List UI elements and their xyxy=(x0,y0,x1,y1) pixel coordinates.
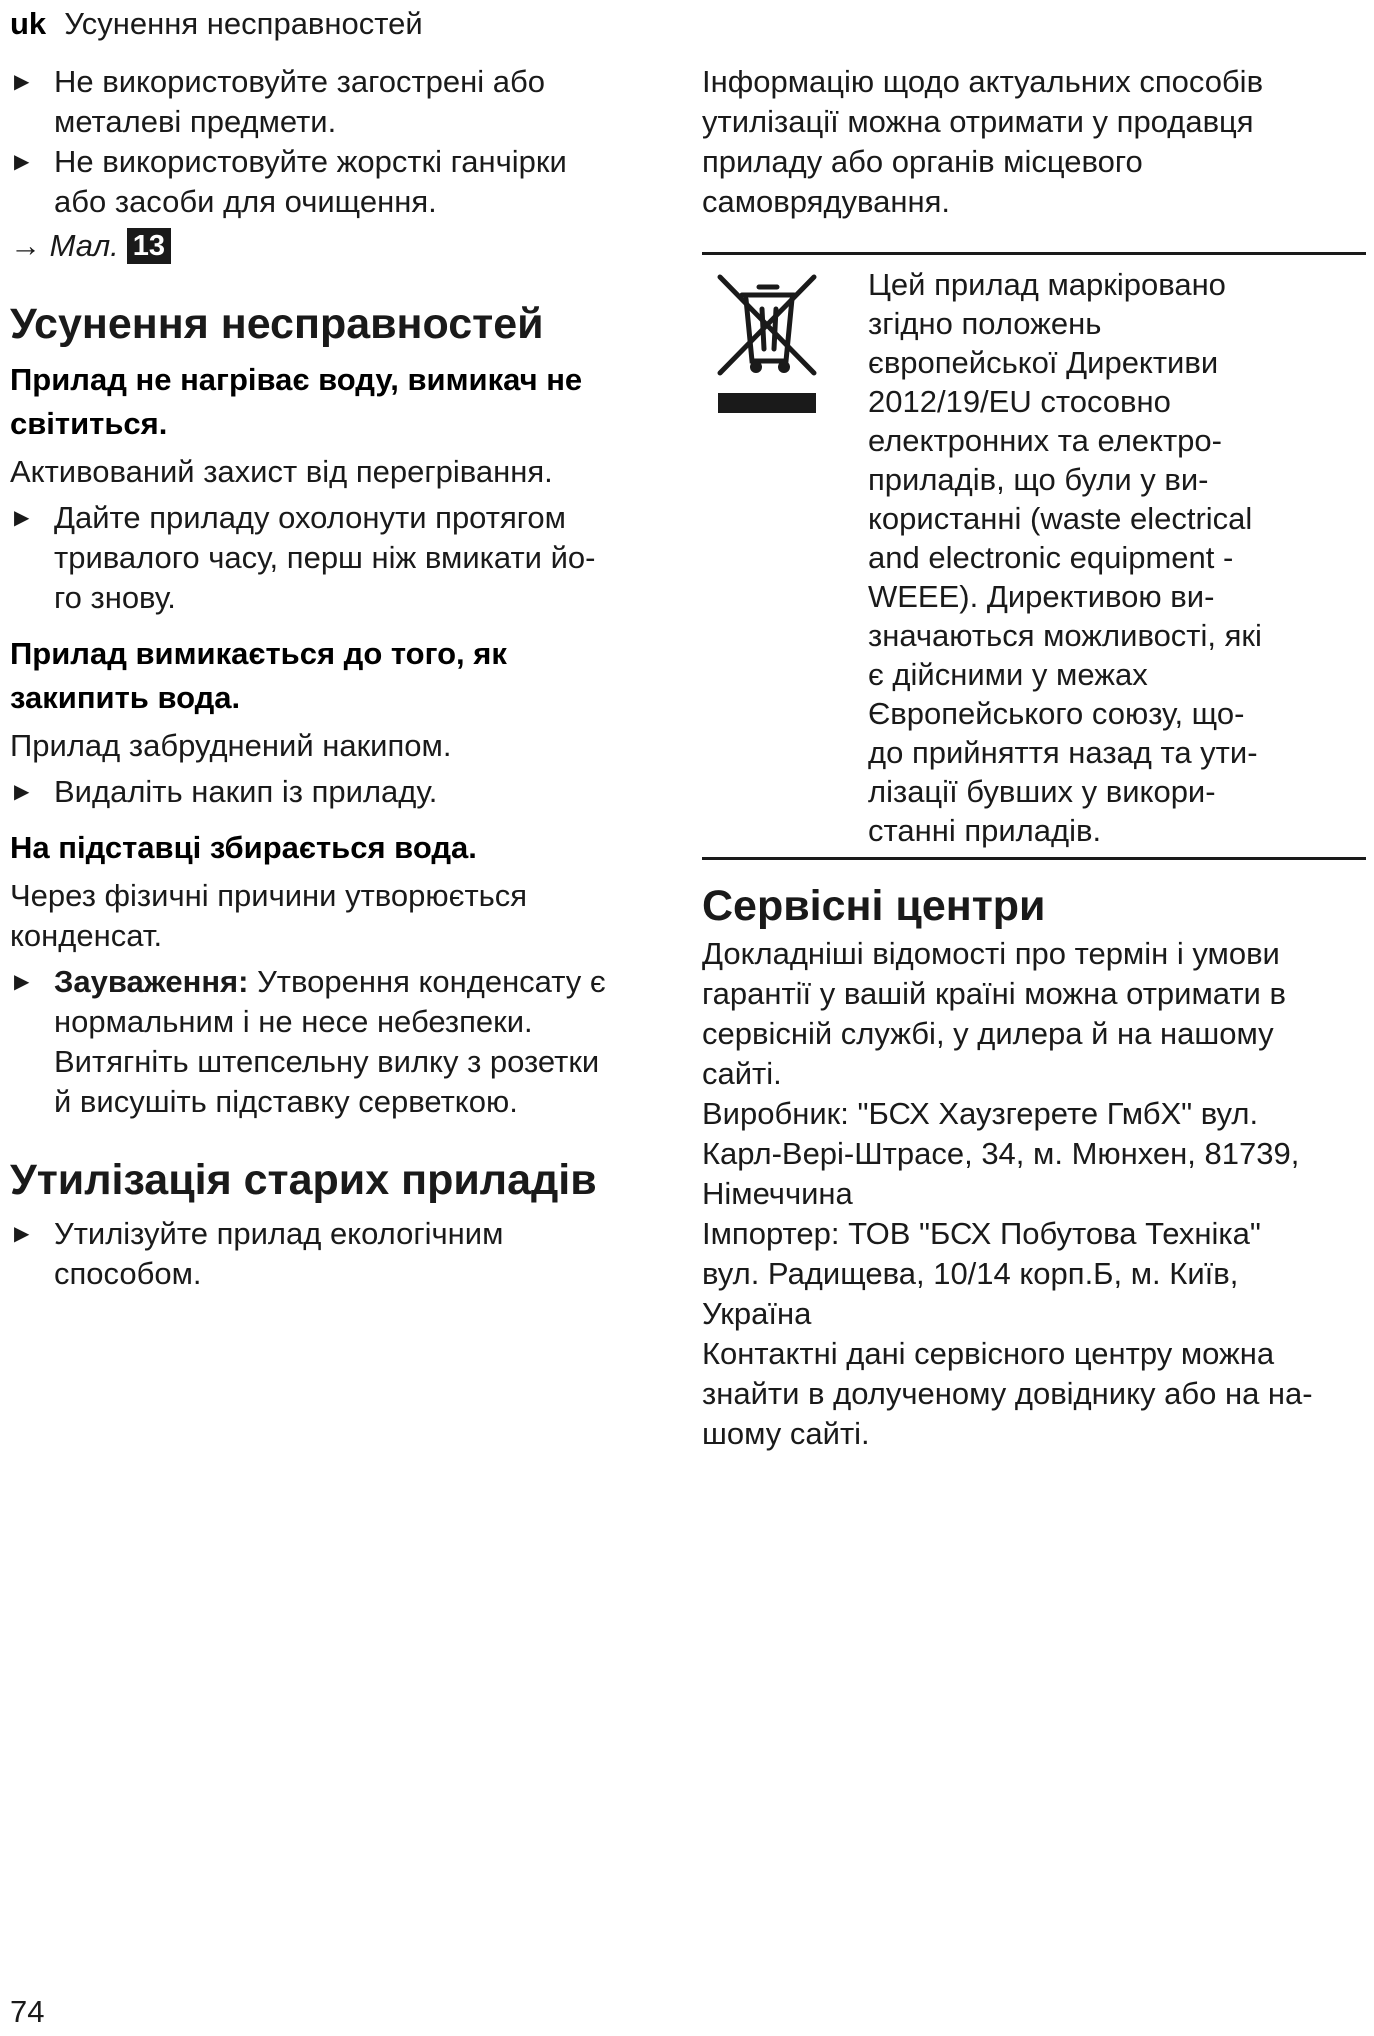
left-column xyxy=(10,62,670,1294)
text-line: Інформацію щодо актуальних способів xyxy=(702,64,1264,99)
text-line: Утворення конденсату є xyxy=(257,964,606,999)
text-line: Німеччина xyxy=(702,1176,853,1211)
text-line: тривалого часу, перш ніж вмикати йо- xyxy=(54,540,596,575)
text-line: гарантії у вашій країні можна отримати в xyxy=(702,976,1286,1011)
figure-reference xyxy=(10,226,670,266)
problem-3-title: На підставці збирається вода. xyxy=(10,830,477,865)
text-line: значаються можливості, які xyxy=(868,618,1262,653)
text-line: Європейського союзу, що- xyxy=(868,696,1245,731)
problem-1-action xyxy=(10,498,670,618)
text-line: приладів, що були у ви- xyxy=(868,462,1209,497)
text-line: європейської Директиви xyxy=(868,345,1219,380)
problem-2-action xyxy=(10,772,670,812)
weee-notice-box xyxy=(702,252,1366,860)
service-info xyxy=(702,934,1366,1454)
disposal-heading: Утилізація старих приладів xyxy=(10,1156,597,1204)
text-line: WEEE). Директивою ви- xyxy=(868,579,1215,614)
text-line: світиться. xyxy=(10,406,168,441)
bullet-icon: ▶ xyxy=(14,71,30,93)
text-line: Не використовуйте жорсткі ганчірки xyxy=(54,144,567,179)
text-line: лізації бувших у викори- xyxy=(868,774,1216,809)
text-line: й висушіть підставку серветкою. xyxy=(54,1084,518,1119)
text-line: Через фізичні причини утворюється xyxy=(10,878,528,913)
text-line: Витягніть штепсельну вилку з розетки xyxy=(54,1044,600,1079)
note-label: Зауваження: xyxy=(54,964,249,999)
arrow-right-icon: → xyxy=(10,228,41,263)
text-line: до прийняття назад та ути- xyxy=(868,735,1258,770)
bullet-icon: ▶ xyxy=(14,971,30,993)
text-line: Докладніші відомості про термін і умови xyxy=(702,936,1280,971)
problem-1-cause: Активований захист від перегрівання. xyxy=(10,454,553,489)
text-line: згідно положень xyxy=(868,306,1102,341)
cleaning-instruction-1 xyxy=(10,62,670,142)
figure-number-badge: 13 xyxy=(127,228,171,264)
text-line: Контактні дані сервісного центру можна xyxy=(702,1336,1275,1371)
problem-2-title xyxy=(10,632,670,720)
running-header xyxy=(10,4,423,44)
text-line: го знову. xyxy=(54,580,176,615)
disposal-info xyxy=(702,62,1366,222)
cleaning-instruction-2 xyxy=(10,142,670,222)
text-line: and electronic equipment - xyxy=(868,540,1234,575)
page-number: 74 xyxy=(10,1994,45,2029)
text-line: Дайте приладу охолонути протягом xyxy=(54,500,566,535)
problem-3-cause xyxy=(10,876,670,956)
text-line: знайти в долученому довіднику або на на- xyxy=(702,1376,1313,1411)
text-line: Карл-Вері-Штрасе, 34, м. Мюнхен, 81739, xyxy=(702,1136,1300,1171)
bullet-icon: ▶ xyxy=(14,781,30,803)
text-line: Імпортер: ТОВ "БСХ Побутова Техніка" xyxy=(702,1216,1261,1251)
crossed-out-wheelie-bin-icon xyxy=(712,269,822,431)
text-line: Не використовуйте загострені або xyxy=(54,64,545,99)
troubleshooting-heading: Усунення несправностей xyxy=(10,300,544,348)
problem-2-cause: Прилад забруднений накипом. xyxy=(10,728,452,763)
bullet-icon: ▶ xyxy=(14,1223,30,1245)
problem-3-note xyxy=(10,962,670,1122)
text-line: способом. xyxy=(54,1256,202,1291)
bullet-icon: ▶ xyxy=(14,151,30,173)
text-line: сервісній службі, у дилера й на нашому xyxy=(702,1016,1274,1051)
text-line: Видаліть накип із приладу. xyxy=(54,774,438,809)
text-line: самоврядування. xyxy=(702,184,951,219)
problem-1-title xyxy=(10,358,670,446)
text-line: нормальним і не несе небезпеки. xyxy=(54,1004,533,1039)
header-section-title: Усунення несправностей xyxy=(64,6,423,41)
text-line: є дійсними у межах xyxy=(868,657,1148,692)
text-line: станні приладів. xyxy=(868,813,1102,848)
text-line: Україна xyxy=(702,1296,812,1331)
service-centers-heading: Сервісні центри xyxy=(702,882,1046,930)
language-code: uk xyxy=(10,6,47,41)
text-line: Прилад не нагріває воду, вимикач не xyxy=(10,362,583,397)
text-line: сайті. xyxy=(702,1056,782,1091)
text-line: або засоби для очищення. xyxy=(54,184,437,219)
note-first-line xyxy=(54,962,670,1002)
text-line: приладу або органів місцевого xyxy=(702,144,1143,179)
text-line: закипить вода. xyxy=(10,680,241,715)
text-line: металеві предмети. xyxy=(54,104,337,139)
text-line: шому сайті. xyxy=(702,1416,870,1451)
bullet-icon: ▶ xyxy=(14,507,30,529)
text-line: Цей прилад маркіровано xyxy=(868,267,1226,302)
figure-ref-label: Мал. xyxy=(49,228,119,263)
text-line: вул. Радищева, 10/14 корп.Б, м. Київ, xyxy=(702,1256,1239,1291)
text-line: Утилізуйте прилад екологічним xyxy=(54,1216,504,1251)
weee-notice-text xyxy=(868,265,1366,850)
text-line: користанні (waste electrical xyxy=(868,501,1253,536)
text-line: Прилад вимикається до того, як xyxy=(10,636,507,671)
text-line: 2012/19/EU стосовно xyxy=(868,384,1171,419)
text-line: Виробник: "БСХ Хаузгерете ГмбХ" вул. xyxy=(702,1096,1259,1131)
text-line: конденсат. xyxy=(10,918,163,953)
text-line: утилізації можна отримати у продавця xyxy=(702,104,1254,139)
disposal-action xyxy=(10,1214,670,1294)
text-line: електронних та електро- xyxy=(868,423,1222,458)
right-column xyxy=(702,62,1366,1454)
